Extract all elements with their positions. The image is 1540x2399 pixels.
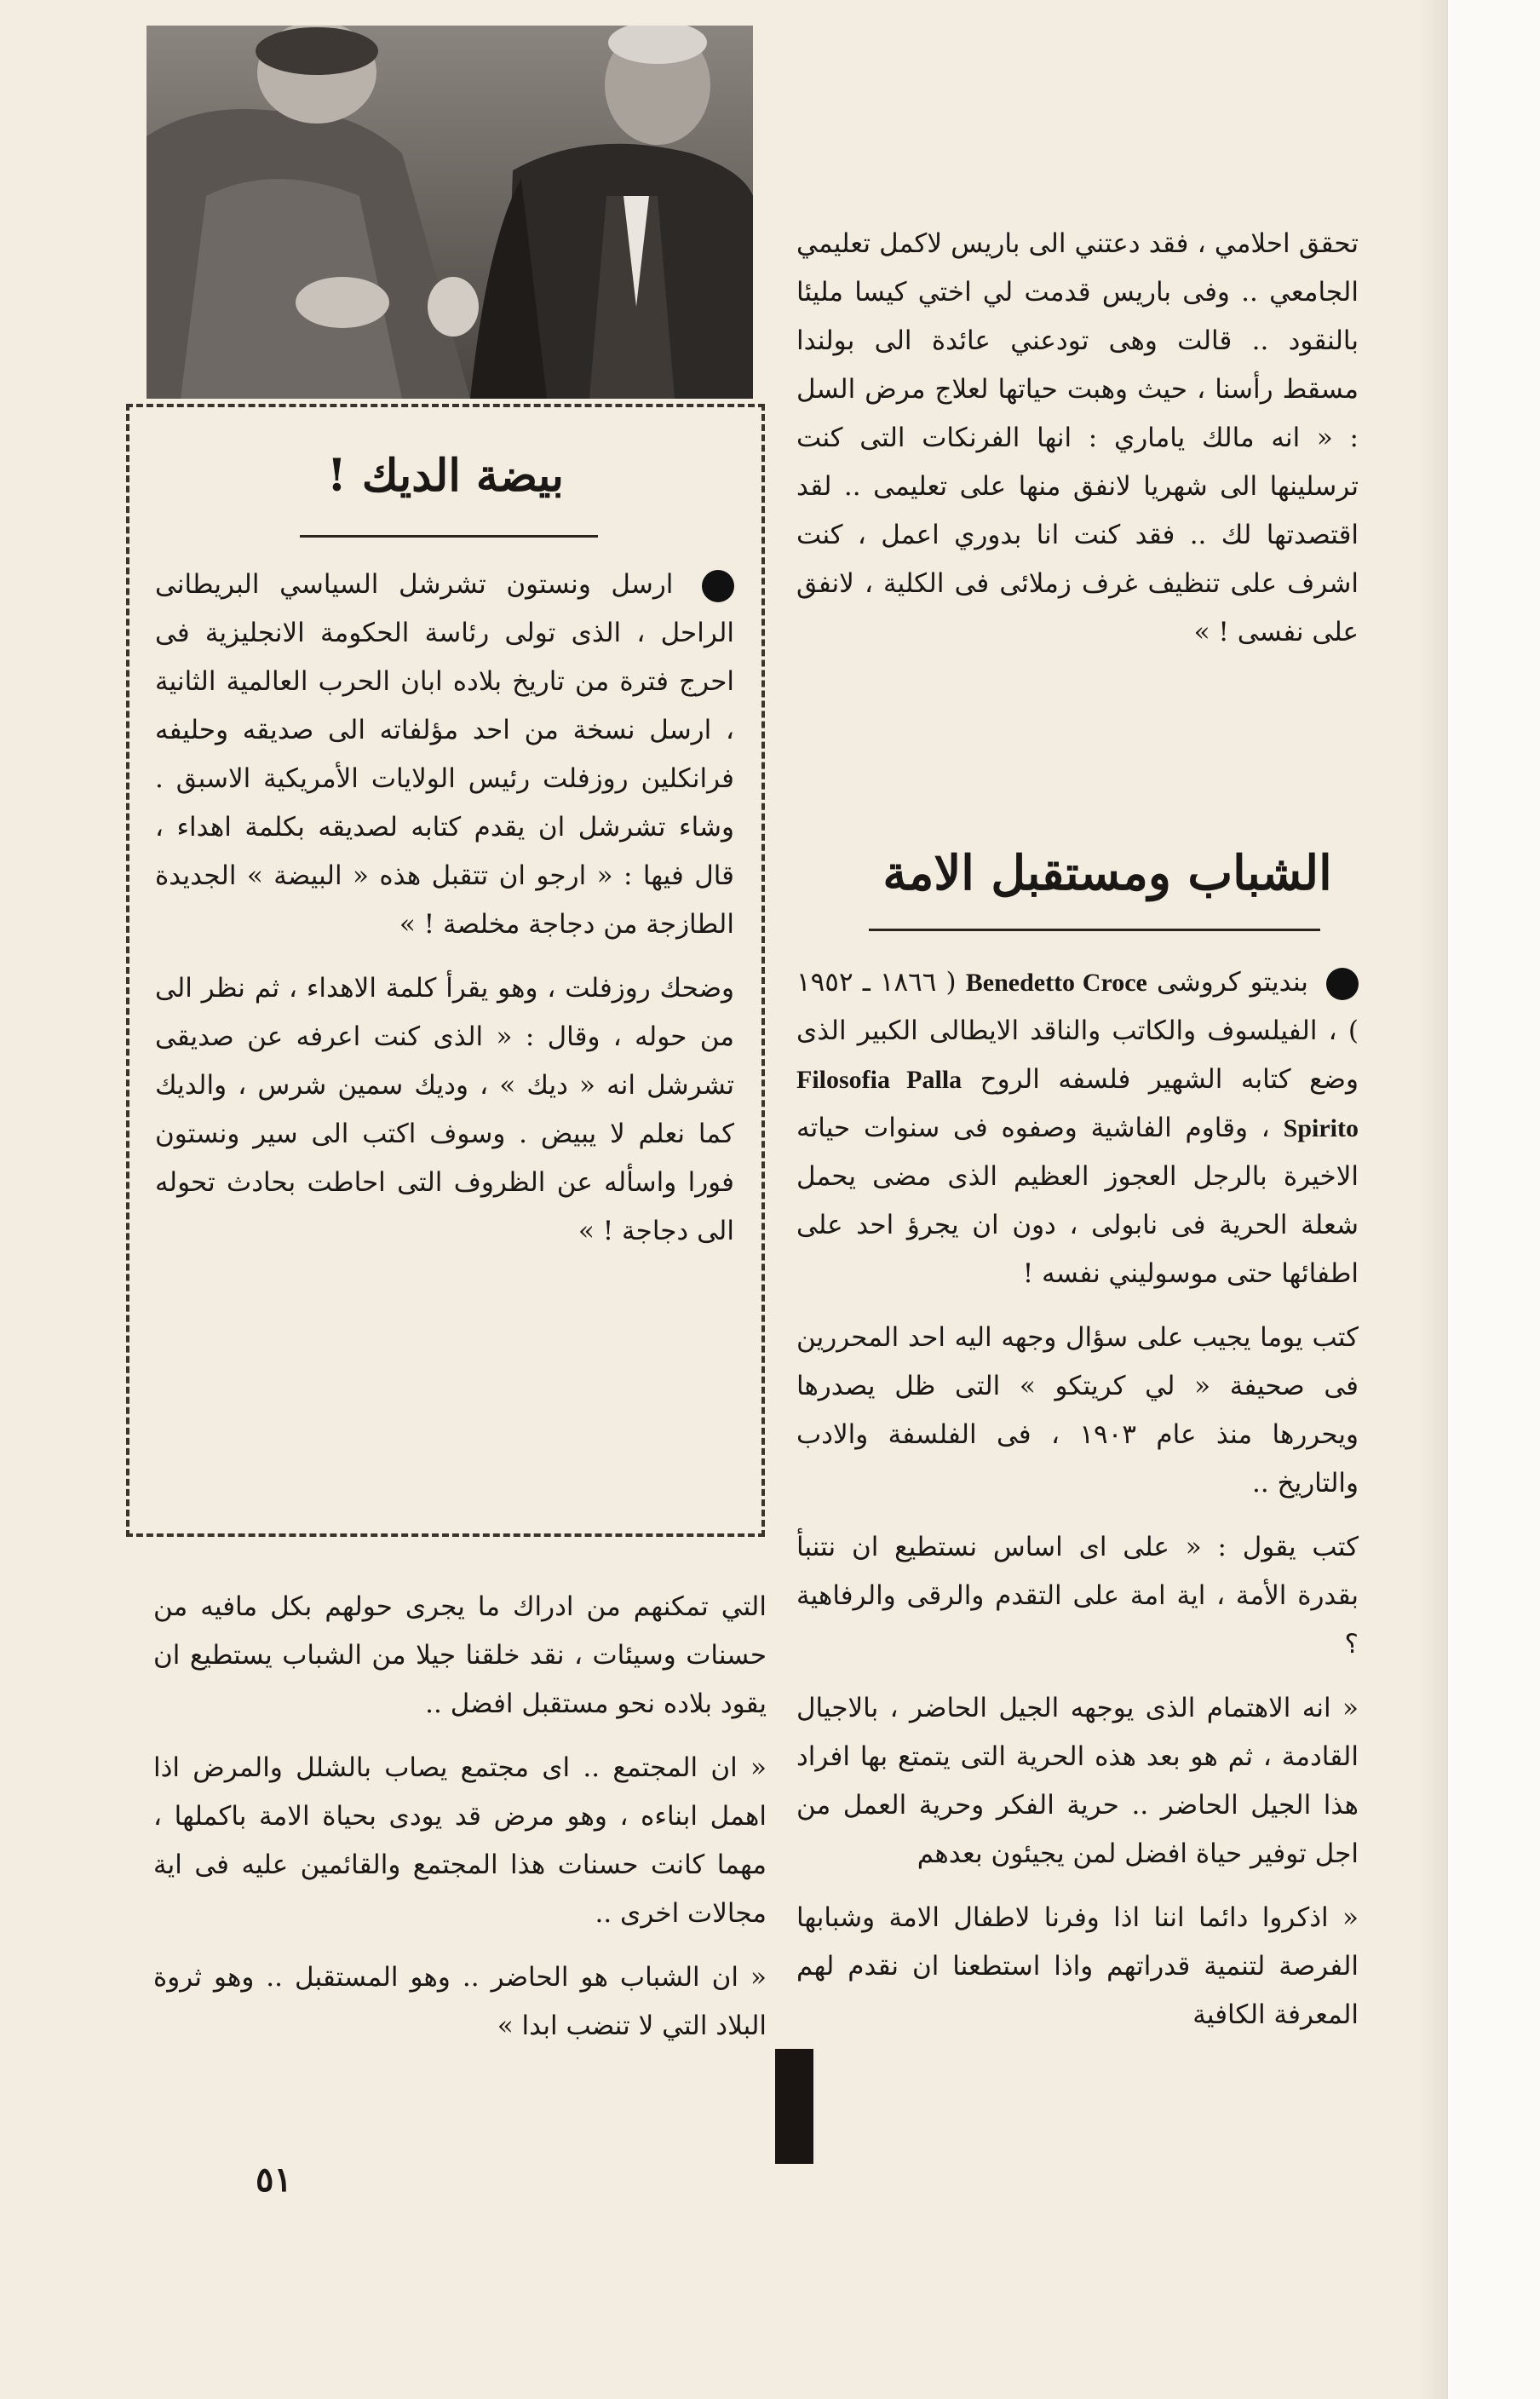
article-paragraph: « ان الشباب هو الحاضر .. وهو المستقبل .. وهو ثروة البلاد التي لا تنضب ابدا » xyxy=(153,1962,767,2041)
section-intro xyxy=(796,958,1359,1298)
section-paragraph: « انه الاهتمام الذى يوجهه الجيل الحاضر ، بالاجيال القادمة ، ثم هو بعد هذه الحرية التى يتمتع بها افراد هذا الجيل الحاضر .. حرية الفكر وحرية العمل من اجل توفير حياة افضل لمن يجيئون بعدهم xyxy=(796,1693,1359,1869)
book-title-latin: Filosofia Palla Spirito xyxy=(796,1066,1359,1142)
article-paragraph: تحقق احلامي ، فقد دعتني الى باريس لاكمل تعليمي الجامعي .. وفى باريس قدمت لي اختي كيسا مليئا بالنقود .. قالت وهى تودعني عائدة الى بولندا مسقط رأسنا ، حيث وهبت حياتها لعلاج مرض السل : « انه مالك ياماري : انها الفرنكات التى كنت ترسلينها الى شهريا لانفق منها على تعليمى .. لقد اقتصدتها لك .. فقد كنت انا بدوري اعمل ، كنت اشرف على تنظيف غرف زملائى فى الكلية ، لانفق على نفسى ! » xyxy=(796,228,1359,647)
article-paragraph: التي تمكنهم من ادراك ما يجرى حولهم بكل مافيه من حسنات وسيئات ، نقد خلقنا جيلا من الشباب يستطيع ان يقود بلاده نحو مستقبل افضل .. xyxy=(153,1591,767,1719)
left-column-lower xyxy=(153,1583,767,2066)
section-paragraph: « اذكروا دائما اننا اذا وفرنا لاطفال الامة وشبابها الفرصة لتنمية قدراتهم واذا استطعنا ان نقدم لهم المعرفة الكافية xyxy=(796,1902,1359,2030)
intro-rest: ( ١٨٦٦ ـ ١٩٥٢ ) ، الفيلسوف والكاتب والناقد الايطالى الكبير الذى وضع كتابه الشهير فلسفه الروح xyxy=(796,967,1359,1095)
section-paragraph: كتب يقول : « على اى اساس نستطيع ان نتنبأ بقدرة الأمة ، اية امة على التقدم والرقى والرفاهية ؟ xyxy=(796,1532,1359,1660)
article-paragraph: « ان المجتمع .. اى مجتمع يصاب بالشلل والمرض اذا اهمل ابناءه ، وهو مرض قد يودى بحياة الامة باكملها ، مهما كانت حسنات هذا المجتمع والقائمين عليه فى اية مجالات اخرى .. xyxy=(153,1752,767,1929)
boxed-anecdote xyxy=(126,404,765,1537)
intro-name-arabic: بنديتو كروشى xyxy=(1156,967,1308,998)
right-column-continuation xyxy=(796,220,1359,672)
bullet-icon xyxy=(702,570,734,602)
box-paragraph-text: ارسل ونستون تشرشل السياسي البريطانى الراحل ، الذى تولى رئاسة الحكومة الانجليزية فى احرج فترة من تاريخ بلاده ابان الحرب العالمية الثانية ، ارسل نسخة من احد مؤلفاته الى صديقه وحليفه فرانكلين روزفلت رئيس الولايات الأمريكية الاسبق . وشاء تشرشل ان يقدم كتابه لصديقه بكلمة اهداء ، قال فيها : « ارجو ان تتقبل هذه « البيضة » الجديدة الطازجة من دجاجة مخلصة ! » xyxy=(155,569,734,940)
page-margin xyxy=(1448,0,1540,2399)
section-title-rule xyxy=(869,929,1320,931)
box-paragraph xyxy=(155,561,734,949)
photo-churchill-roosevelt xyxy=(147,26,753,399)
bullet-icon xyxy=(1326,968,1359,1000)
page-fold-shadow xyxy=(1418,0,1448,2399)
box-paragraph: وضحك روزفلت ، وهو يقرأ كلمة الاهداء ، ثم نظر الى من حوله ، وقال : « الذى كنت اعرفه عن صديقى تشرشل انه « ديك » ، وديك سمين شرس ، والديك كما نعلم لا يبيض . وسوف اكتب الى سير ونستون فورا واسأله عن الظروف التى احاطت بحادث تحوله الى دجاجة ! » xyxy=(155,973,734,1246)
section-body xyxy=(796,958,1359,2055)
binding-mark xyxy=(775,2049,813,2164)
box-title-rule xyxy=(300,535,598,538)
section-title: الشباب ومستقبل الامة xyxy=(882,845,1332,901)
section-paragraph: كتب يوما يجيب على سؤال وجهه اليه احد المحررين فى صحيفة « لي كريتكو » التى ظل يصدرها ويحررها منذ عام ١٩٠٣ ، فى الفلسفة والادب والتاريخ .. xyxy=(796,1322,1359,1499)
intro-name-latin: Benedetto Croce xyxy=(965,969,1147,997)
photo-illustration xyxy=(147,26,753,399)
intro-after-book: ، وقاوم الفاشية وصفوه فى سنوات حياته الاخيرة بالرجل العجوز العظيم الذى مضى يحمل شعلة الحرية فى نابولى ، دون ان يجرؤ احد على اطفائها حتى موسوليني نفسه ! xyxy=(796,1113,1359,1289)
box-title: بيضة الديك ! xyxy=(326,450,565,502)
page-number: ٥١ xyxy=(256,2160,292,2200)
box-body xyxy=(155,561,734,1271)
